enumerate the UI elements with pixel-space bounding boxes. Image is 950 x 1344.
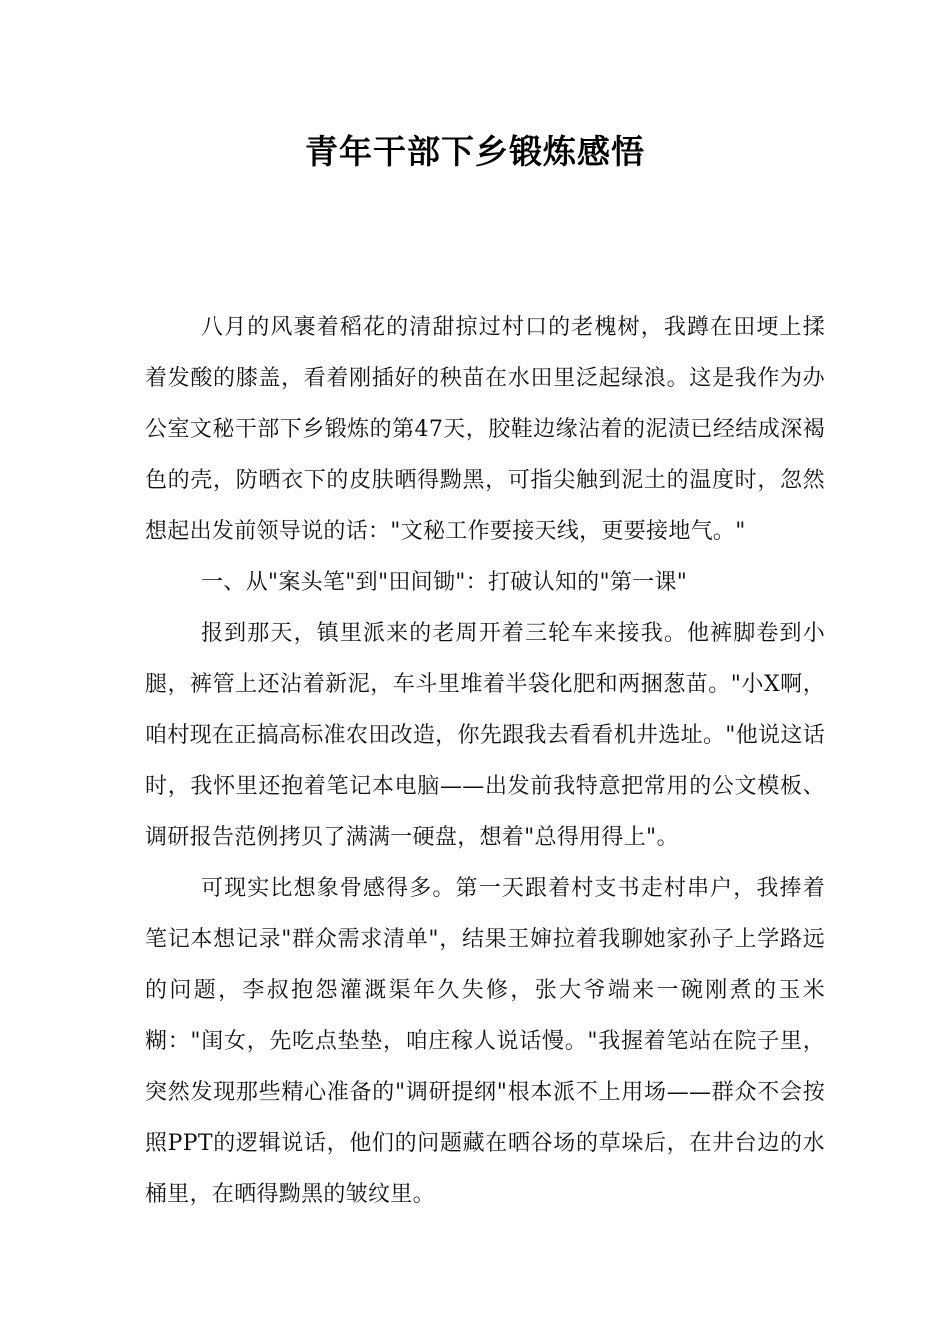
section-heading-1: 一、从"案头笔"到"田间锄"：打破认知的"第一课": [201, 570, 688, 595]
paragraph-reality: 可现实比想象骨感得多。第一天跟着村支书走村串户，我捧着笔记本想记录"群众需求清单"，结果王婶拉着我聊她家孙子上学路远的问题，李叔抱怨灌溉渠年久失修，张大爷端来一碗刚煮的玉米糊："闺女，先吃点垫垫，咱庄稼人说话慢。"我握着笔站在院子里，突然发现那些精心准备的"调研提纲"根本派不上用场——群众不会按照PPT的逻辑说话，他们的问题藏在晒谷场的草垛后，在井台边的水桶里，在晒得黝黑的皱纹里。: [145, 876, 825, 1207]
document-title: 青年干部下乡锻炼感悟: [305, 132, 645, 171]
document-body: [145, 302, 825, 1220]
paragraph-intro: 八月的风裹着稻花的清甜掠过村口的老槐树，我蹲在田埂上揉着发酸的膝盖，看着刚插好的秧苗在水田里泛起绿浪。这是我作为办公室文秘干部下乡锻炼的第47天，胶鞋边缘沾着的泥渍已经结成深褐色的壳，防晒衣下的皮肤晒得黝黑，可指尖触到泥土的温度时，忽然想起出发前领导说的话："文秘工作要接天线，更要接地气。": [145, 315, 825, 544]
paragraph-arrival: 报到那天，镇里派来的老周开着三轮车来接我。他裤脚卷到小腿，裤管上还沾着新泥，车斗里堆着半袋化肥和两捆葱苗。"小X啊，咱村现在正搞高标准农田改造，你先跟我去看看机井选址。"他说这话时，我怀里还抱着笔记本电脑——出发前我特意把常用的公文模板、调研报告范例拷贝了满满一硬盘，想着"总得用得上"。: [145, 621, 825, 850]
